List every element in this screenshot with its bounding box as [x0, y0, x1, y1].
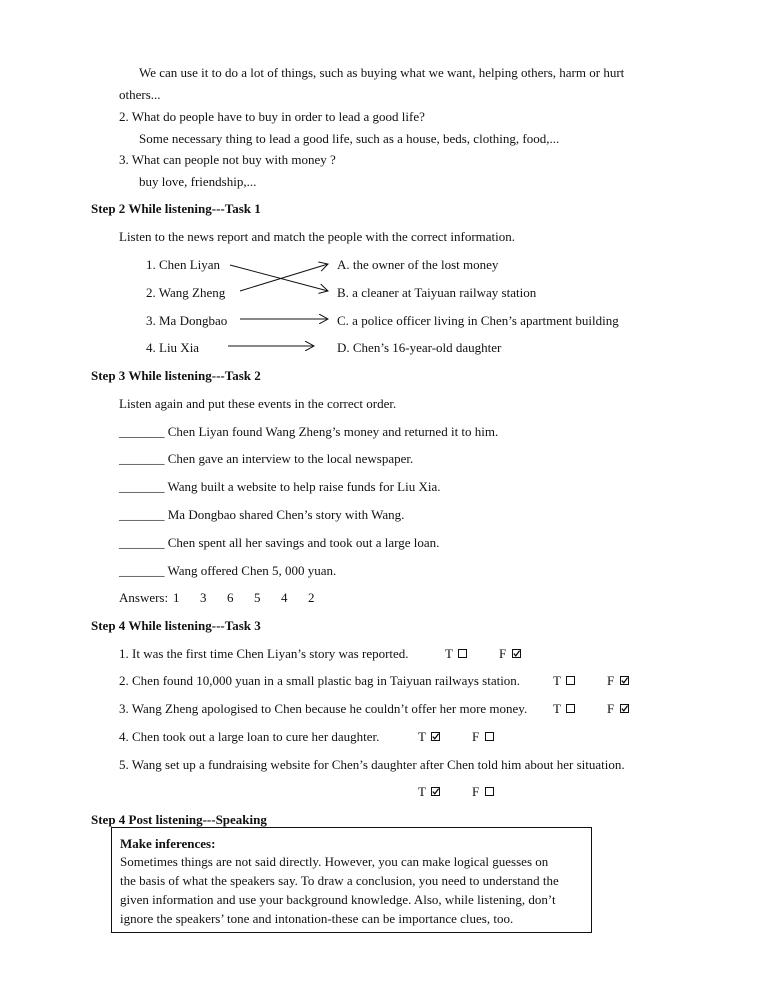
box-title: Make inferences:: [120, 836, 216, 851]
statement-4: 4. Chen took out a large loan to cure her daughter.: [119, 729, 380, 744]
event-item: _______ Wang built a website to help raise funds for Liu Xia.: [119, 479, 441, 494]
false-label: F: [472, 729, 480, 744]
answer-2: Some necessary thing to lead a good life, such as a house, beds, clothing, food,...: [139, 131, 560, 146]
answer-value: 4: [281, 590, 288, 605]
true-label: T: [418, 729, 426, 744]
answers-label: Answers:: [119, 590, 169, 605]
false-label: F: [607, 673, 615, 688]
inference-box: [111, 827, 592, 933]
statement-3: 3. Wang Zheng apologised to Chen because he couldn’t offer her more money.: [119, 701, 528, 716]
step3-instruction: Listen again and put these events in the correct order.: [119, 396, 397, 411]
arrow-2-to-a: [240, 264, 328, 291]
info-c: C. a police officer living in Chen’s apartment building: [337, 313, 619, 328]
true-label: T: [418, 784, 426, 799]
step4-heading: Step 4 While listening---Task 3: [91, 618, 261, 633]
person-4: 4. Liu Xia: [146, 340, 200, 355]
false-checkbox[interactable]: [485, 787, 494, 796]
event-item: _______ Chen Liyan found Wang Zheng’s money and returned it to him.: [119, 424, 499, 439]
true-label: T: [553, 673, 561, 688]
person-1: 1. Chen Liyan: [146, 257, 221, 272]
step2-instruction: Listen to the news report and match the people with the correct information.: [119, 229, 516, 244]
statement-5: 5. Wang set up a fundraising website for Chen’s daughter after Chen told him about her situation.: [119, 757, 625, 772]
false-checkbox[interactable]: [485, 732, 494, 741]
statement-2: 2. Chen found 10,000 yuan in a small plastic bag in Taiyuan railways station.: [119, 673, 521, 688]
answer-value: 2: [308, 590, 315, 605]
true-label: T: [553, 701, 561, 716]
box-line: ignore the speakers’ tone and intonation-these can be importance clues, too.: [120, 911, 514, 926]
box-line: Sometimes things are not said directly. However, you can make logical guesses on: [120, 854, 549, 869]
event-item: _______ Wang offered Chen 5, 000 yuan.: [119, 563, 337, 578]
event-item: _______ Chen spent all her savings and took out a large loan.: [119, 535, 440, 550]
step3-heading: Step 3 While listening---Task 2: [91, 368, 261, 383]
event-item: _______ Chen gave an interview to the local newspaper.: [119, 451, 414, 466]
box-line: given information and use your background knowledge. Also, while listening, don’t: [120, 892, 556, 907]
question-2: 2. What do people have to buy in order to lead a good life?: [119, 109, 425, 124]
statement-1: 1. It was the first time Chen Liyan’s story was reported.: [119, 646, 409, 661]
speaking-heading: Step 4 Post listening---Speaking: [91, 812, 267, 827]
true-checkbox[interactable]: [566, 704, 575, 713]
answer-value: 1: [173, 590, 180, 605]
true-checkbox[interactable]: [431, 787, 440, 796]
answer-value: 3: [200, 590, 207, 605]
false-label: F: [607, 701, 615, 716]
true-checkbox[interactable]: [566, 676, 575, 685]
intro-line-2: others...: [119, 87, 161, 102]
answer-value: 5: [254, 590, 261, 605]
false-label: F: [499, 646, 507, 661]
info-d: D. Chen’s 16-year-old daughter: [337, 340, 502, 355]
true-label: T: [445, 646, 453, 661]
false-checkbox[interactable]: [620, 676, 629, 685]
true-checkbox[interactable]: [431, 732, 440, 741]
person-2: 2. Wang Zheng: [146, 285, 226, 300]
answer-value: 6: [227, 590, 234, 605]
box-line: the basis of what the speakers say. To draw a conclusion, you need to understand the: [120, 873, 559, 888]
false-checkbox[interactable]: [620, 704, 629, 713]
info-a: A. the owner of the lost money: [337, 257, 499, 272]
person-3: 3. Ma Dongbao: [146, 313, 228, 328]
true-checkbox[interactable]: [458, 649, 467, 658]
false-checkbox[interactable]: [512, 649, 521, 658]
question-3: 3. What can people not buy with money ?: [119, 152, 336, 167]
info-b: B. a cleaner at Taiyuan railway station: [337, 285, 537, 300]
answer-3: buy love, friendship,...: [139, 174, 257, 189]
event-item: _______ Ma Dongbao shared Chen’s story with Wang.: [119, 507, 405, 522]
intro-line-1: We can use it to do a lot of things, such as buying what we want, helping others, harm or hurt: [139, 65, 625, 80]
step2-heading: Step 2 While listening---Task 1: [91, 201, 261, 216]
false-label: F: [472, 784, 480, 799]
